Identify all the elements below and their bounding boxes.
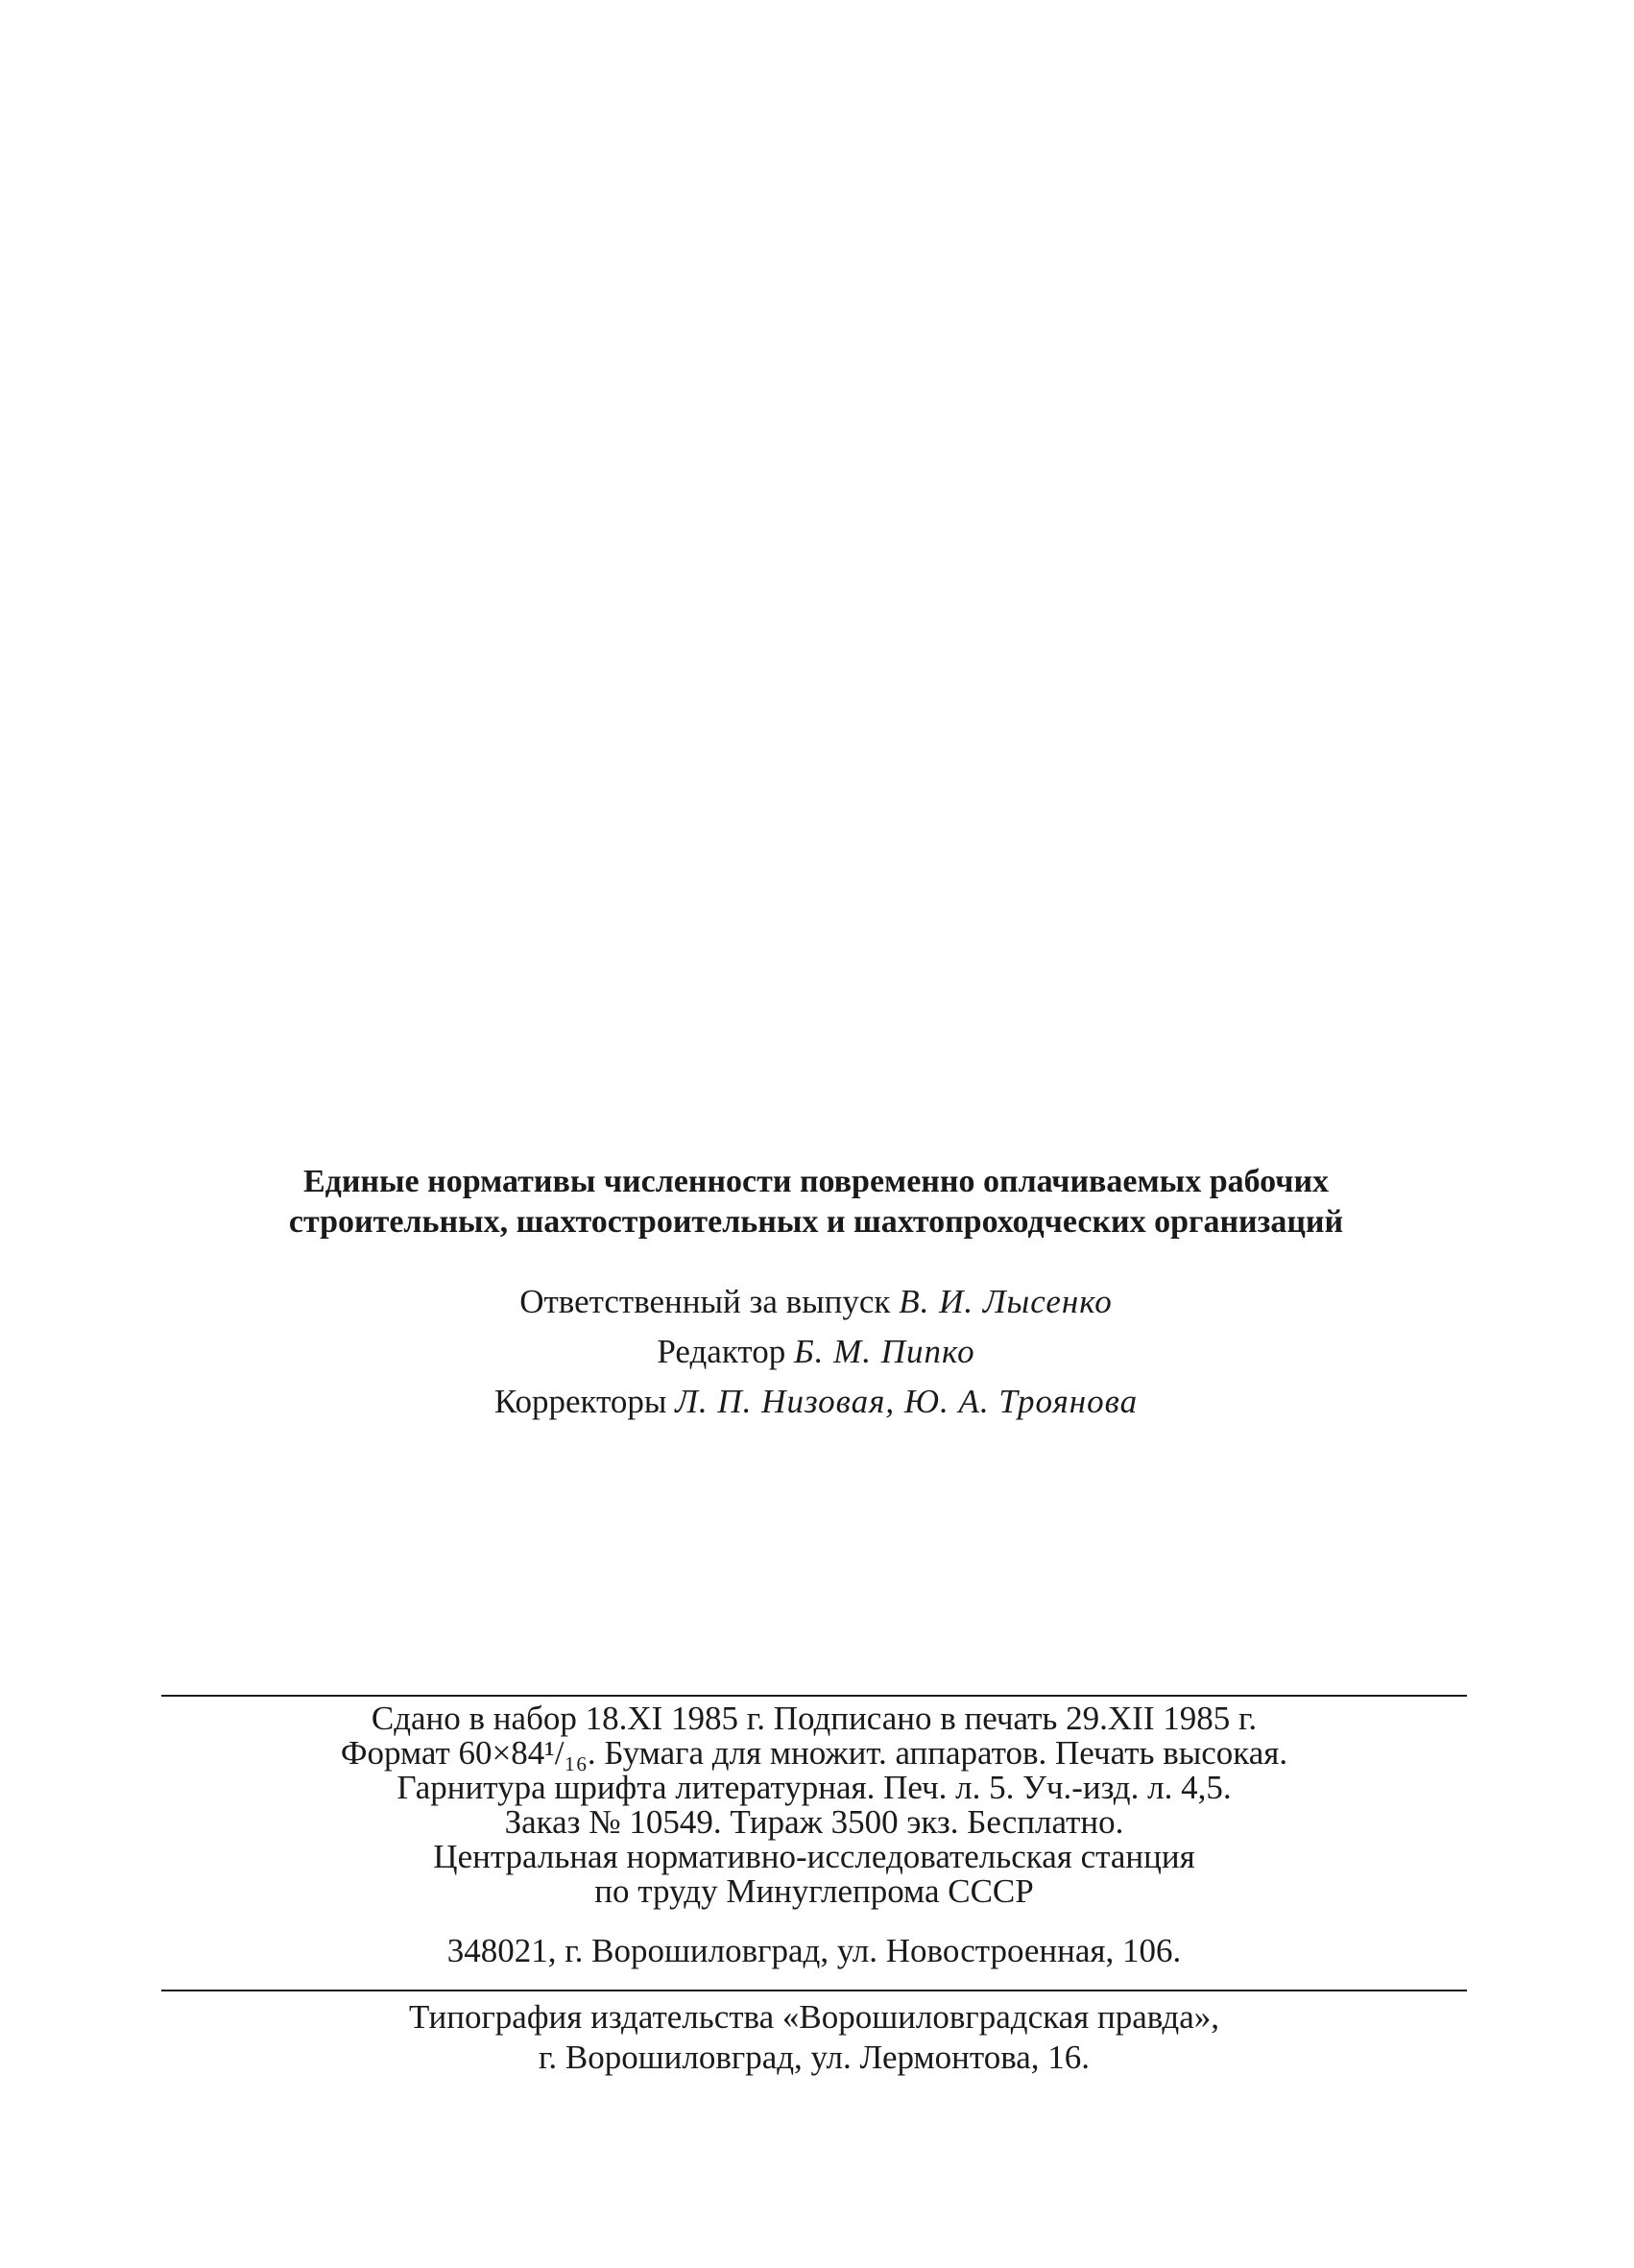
printer-line-2: г. Ворошиловград, ул. Лермонтова, 16. bbox=[538, 2039, 1091, 2076]
imprint-block bbox=[161, 1701, 1467, 1970]
publisher-address: 348021, г. Ворошиловград, ул. Новостроенная, 106. bbox=[446, 1932, 1182, 1969]
credit-editor bbox=[211, 1327, 1421, 1377]
credit-name: В. И. Лысенко bbox=[899, 1283, 1113, 1320]
imprint-line: Формат 60×84¹/₁₆. Бумага для множит. аппаратов. Печать высокая. bbox=[340, 1734, 1288, 1772]
credits-block bbox=[211, 1277, 1421, 1427]
book-title-line-2: строительных, шахтостроительных и шахтопроходческих организаций bbox=[288, 1204, 1344, 1240]
credit-role: Ответственный за выпуск bbox=[519, 1283, 891, 1320]
imprint-line: по труду Минуглепрома СССР bbox=[594, 1872, 1034, 1910]
credit-responsible bbox=[211, 1277, 1421, 1327]
book-title-line-1: Единые нормативы численности повременно оплачиваемых рабочих bbox=[302, 1164, 1330, 1199]
printer-line-1: Типография издательства «Ворошиловградская правда», bbox=[408, 1998, 1220, 2036]
credit-name: Л. П. Низовая, Ю. А. Троянова bbox=[675, 1383, 1139, 1420]
credit-name: Б. М. Пипко bbox=[793, 1333, 975, 1370]
divider-bottom bbox=[161, 1990, 1467, 1991]
imprint-line: Гарнитура шрифта литературная. Печ. л. 5. Уч.-изд. л. 4,5. bbox=[396, 1769, 1232, 1806]
printer-block bbox=[161, 1997, 1467, 2078]
credit-proofreaders bbox=[211, 1377, 1421, 1427]
imprint-line: Заказ № 10549. Тираж 3500 экз. Бесплатно. bbox=[504, 1803, 1124, 1841]
credit-role: Редактор bbox=[657, 1333, 786, 1370]
credit-role: Корректоры bbox=[493, 1383, 667, 1420]
imprint-line: Сдано в набор 18.XI 1985 г. Подписано в печать 29.XII 1985 г. bbox=[371, 1700, 1258, 1737]
book-title bbox=[211, 1162, 1421, 1243]
imprint-line: Центральная нормативно-исследовательская станция bbox=[433, 1838, 1195, 1875]
divider-top bbox=[161, 1695, 1467, 1697]
